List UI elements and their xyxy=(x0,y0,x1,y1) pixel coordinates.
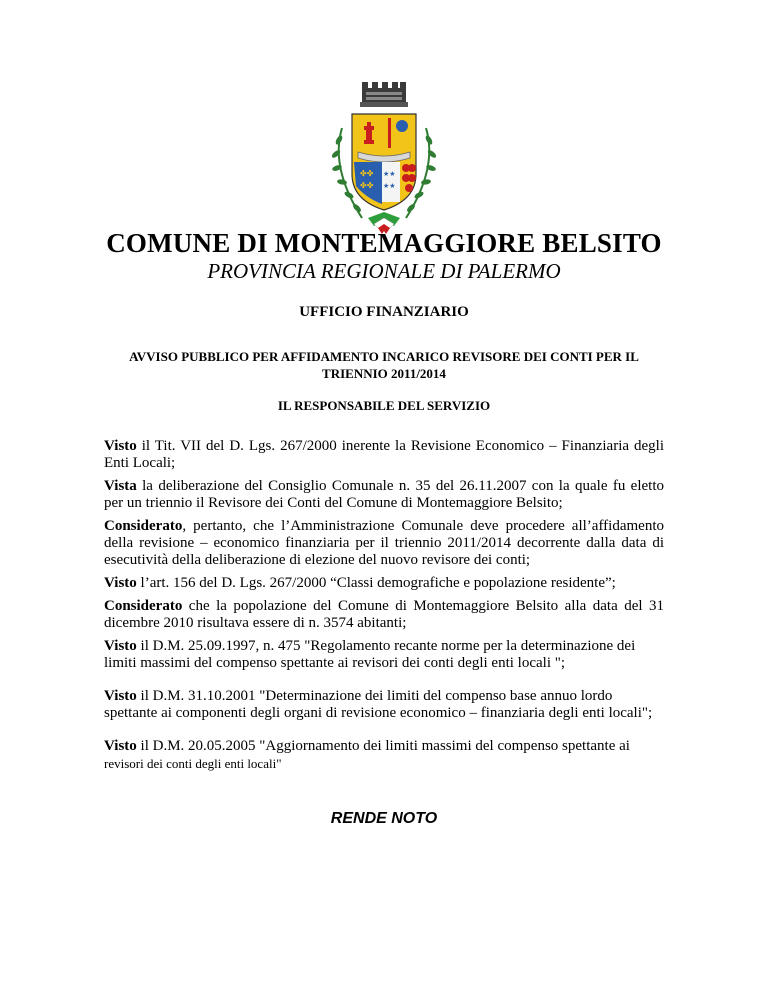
paragraph-5 xyxy=(104,598,664,632)
rende-noto-heading: RENDE NOTO xyxy=(330,810,438,827)
paragraph-lead: Visto xyxy=(104,638,137,654)
notice-heading-line-1: AVVISO PUBBLICO PER AFFIDAMENTO INCARICO REVISORE DEI CONTI PER IL xyxy=(129,349,639,364)
notice-heading-line-2: TRIENNIO 2011/2014 xyxy=(322,366,446,381)
crown-icon xyxy=(360,82,408,107)
paragraph-2 xyxy=(104,478,664,512)
paragraph-text: il D.M. 25.09.1997, n. 475 "Regolamento recante norme per la determinazione dei limiti massimi del compenso spettante ai revisori dei conti degli enti locali "; xyxy=(104,638,636,671)
paragraph-text: che la popolazione del Comune di Montemaggiore Belsito alla data del 31 dicembre 2010 risultava essere di n. 3574 abitanti; xyxy=(104,598,664,631)
svg-text:✤✤: ✤✤ xyxy=(360,181,374,190)
paragraph-lead: Visto xyxy=(104,688,137,704)
preamble-body xyxy=(104,438,664,779)
svg-text:✤✤: ✤✤ xyxy=(360,169,374,178)
paragraph-text: , pertanto, che l’Amministrazione Comunale deve procedere all’affidamento della revisione – economico finanziaria per il triennio 2011/2014 decorrente dalla data di esecutività della deliberazione di elezione del nuovo revisore dei conti; xyxy=(104,518,664,568)
paragraph-1 xyxy=(104,438,664,472)
paragraph-text-small: revisori dei conti degli enti locali" xyxy=(104,756,282,771)
svg-text:★★: ★★ xyxy=(383,182,396,190)
paragraph-text: il D.M. 20.05.2005 "Aggiornamento dei limiti massimi del compenso spettante ai xyxy=(136,738,630,754)
paragraph-text: l’art. 156 del D. Lgs. 267/2000 “Classi demografiche e popolazione residente”; xyxy=(136,575,616,591)
page-title: COMUNE DI MONTEMAGGIORE BELSITO xyxy=(106,228,662,258)
paragraph-lead: Visto xyxy=(104,738,137,754)
svg-text:★★: ★★ xyxy=(383,170,396,178)
office-heading: UFFICIO FINANZIARIO xyxy=(299,304,469,320)
paragraph-3 xyxy=(104,518,664,569)
paragraph-text: la deliberazione del Consiglio Comunale n. 35 del 26.11.2007 con la quale fu eletto per un triennio il Revisore dei Conti del Comune di Montemaggiore Belsito; xyxy=(104,478,664,511)
paragraph-text: il Tit. VII del D. Lgs. 267/2000 inerente la Revisione Economico – Finanziaria degli Enti Locali; xyxy=(104,438,664,471)
paragraph-lead: Considerato xyxy=(104,598,183,614)
paragraph-lead: Visto xyxy=(104,438,137,454)
paragraph-lead: Vista xyxy=(104,478,137,494)
paragraph-text: il D.M. 31.10.2001 "Determinazione dei limiti del compenso base annuo lordo spettante ai componenti degli organi di revisione economico – finanziaria degli enti locali"; xyxy=(104,688,653,721)
notice-heading xyxy=(80,348,688,382)
coat-of-arms-logo xyxy=(322,78,446,238)
responsible-heading: IL RESPONSABILE DEL SERVIZIO xyxy=(277,398,491,413)
paragraph-8 xyxy=(104,738,664,773)
paragraph-6 xyxy=(104,638,664,672)
paragraph-7 xyxy=(104,688,664,722)
paragraph-lead: Considerato xyxy=(104,518,183,534)
province-subtitle: PROVINCIA REGIONALE DI PALERMO xyxy=(207,259,561,283)
shield-icon xyxy=(352,114,416,210)
paragraph-lead: Visto xyxy=(104,575,137,591)
paragraph-4 xyxy=(104,575,664,592)
